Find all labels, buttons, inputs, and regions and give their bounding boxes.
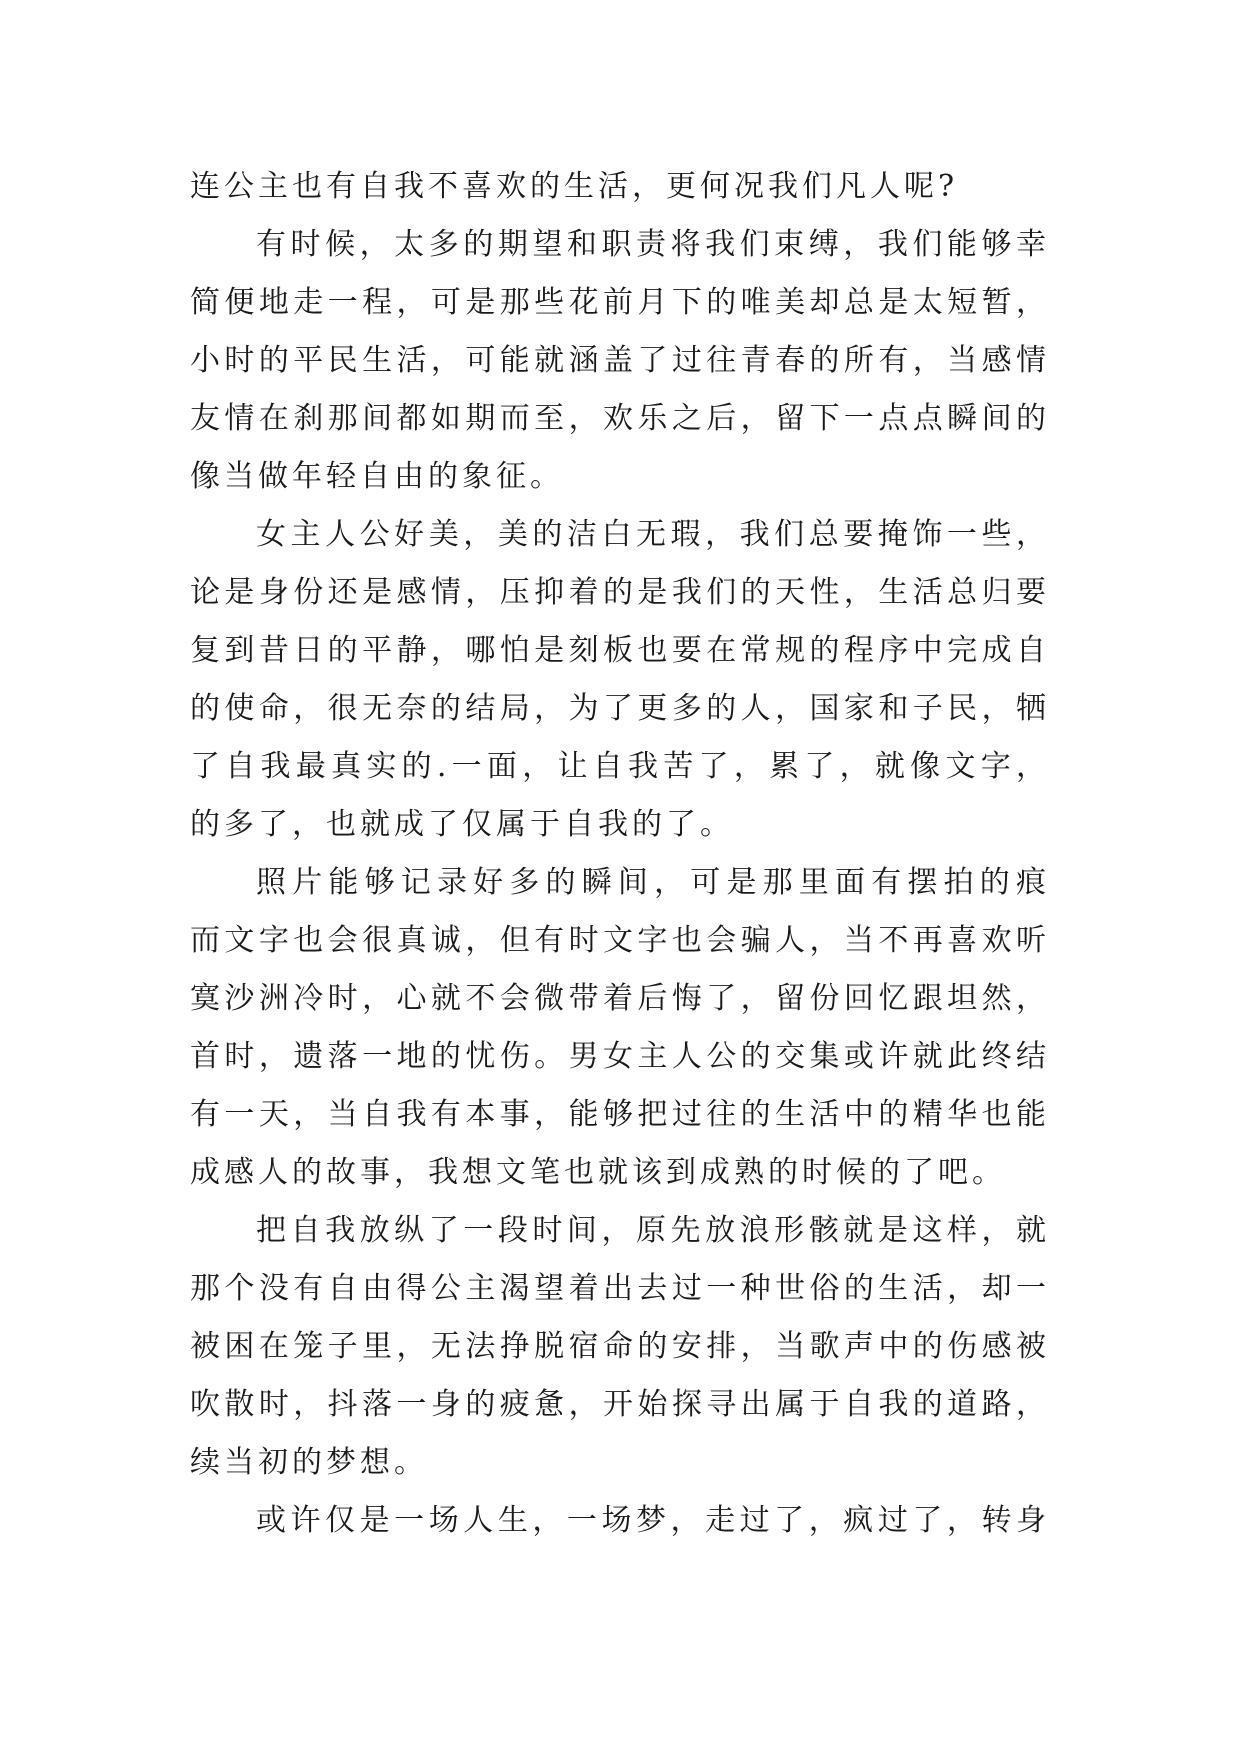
text-line: 吹散时，抖落一身的疲惫，开始探寻出属于自我的道路， (190, 1387, 1050, 1422)
text-line: 把自我放纵了一段时间，原先放浪形骸就是这样，就 (256, 1213, 1050, 1248)
text-line: 照片能够记录好多的瞬间，可是那里面有摆拍的痕 (256, 865, 1050, 900)
text-line: 了自我最真实的.一面，让自我苦了，累了，就像文字， (190, 749, 1050, 784)
text-line: 的多了，也就成了仅属于自我的了。 (190, 807, 734, 842)
text-line: 复到昔日的平静，哪怕是刻板也要在常规的程序中完成自 (190, 633, 1050, 668)
text-line: 那个没有自由得公主渴望着出去过一种世俗的生活，却一 (190, 1271, 1050, 1306)
text-line: 简便地走一程，可是那些花前月下的唯美却总是太短暂， (190, 285, 1050, 320)
text-line: 连公主也有自我不喜欢的生活，更何况我们凡人呢? (190, 169, 959, 204)
text-line: 寞沙洲冷时，心就不会微带着后悔了，留份回忆跟坦然， (190, 981, 1050, 1016)
text-line: 有时候，太多的期望和职责将我们束缚，我们能够幸 (256, 227, 1050, 262)
text-line: 小时的平民生活，可能就涵盖了过往青春的所有，当感情 (190, 343, 1050, 378)
document-body (190, 158, 1050, 1550)
text-line: 有一天，当自我有本事，能够把过往的生活中的精华也能 (190, 1097, 1050, 1132)
text-line: 女主人公好美，美的洁白无瑕，我们总要掩饰一些， (256, 517, 1050, 552)
text-line: 成感人的故事，我想文笔也就该到成熟的时候的了吧。 (190, 1155, 1006, 1190)
text-line: 的使命，很无奈的结局，为了更多的人，国家和子民，牺 (190, 691, 1050, 726)
text-line: 被困在笼子里，无法挣脱宿命的安排，当歌声中的伤感被 (190, 1329, 1050, 1364)
text-line: 而文字也会很真诚，但有时文字也会骗人，当不再喜欢听 (190, 923, 1050, 958)
text-line: 或许仅是一场人生，一场梦，走过了，疯过了，转身 (256, 1503, 1050, 1538)
text-line: 续当初的梦想。 (190, 1445, 428, 1480)
text-line: 论是身份还是感情，压抑着的是我们的天性，生活总归要 (190, 575, 1050, 610)
text-line: 首时，遗落一地的忧伤。男女主人公的交集或许就此终结 (190, 1039, 1050, 1074)
text-line: 友情在刹那间都如期而至，欢乐之后，留下一点点瞬间的 (190, 401, 1050, 436)
text-line: 像当做年轻自由的象征。 (190, 459, 564, 494)
